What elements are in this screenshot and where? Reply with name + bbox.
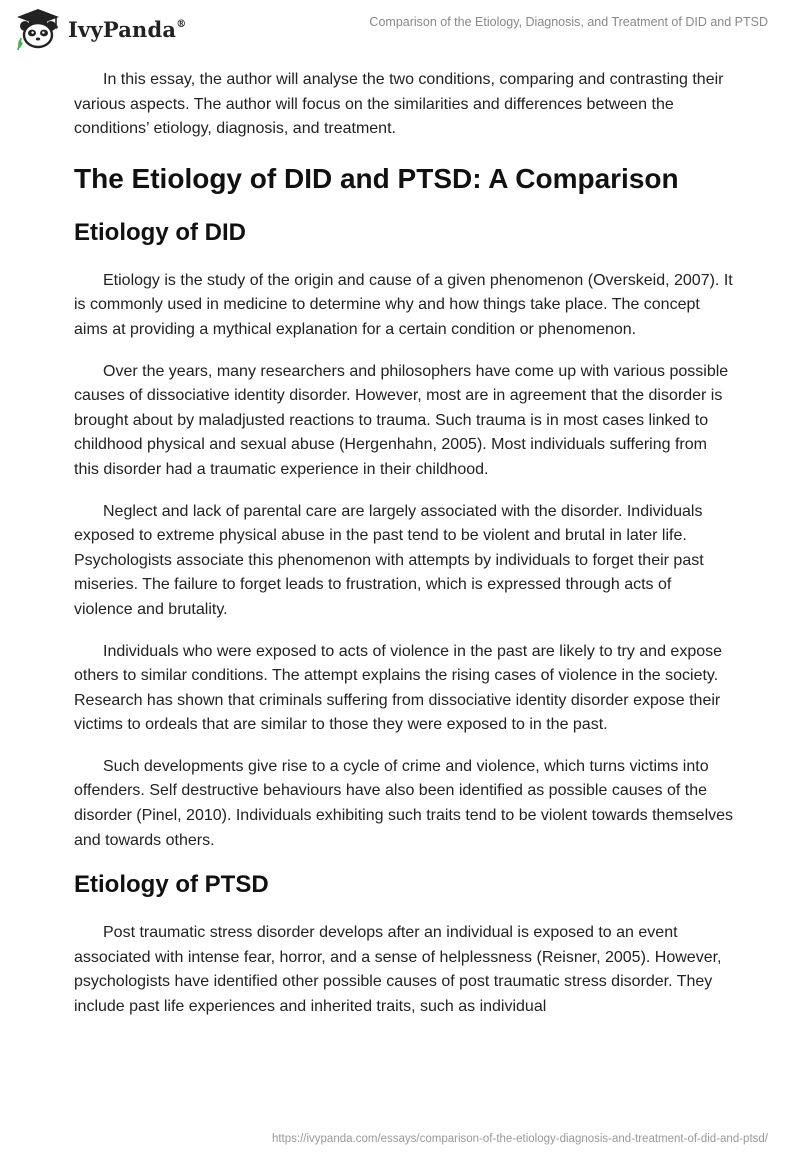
intro-paragraph: In this essay, the author will analyse the two conditions, comparing and contrasting their various aspects. The author will focus on the similarities and differences between the conditions’ etiology, diagnosis, and treatment. bbox=[74, 71, 724, 138]
did-paragraph: Neglect and lack of parental care are largely associated with the disorder. Individuals exposed to extreme physical abuse in the past tend to be violent and brutal in later life. Psychologists associate this phenomenon with attempts by individuals to forget their past miseries. The failure to forget leads to frustration, which is expressed through acts of violence and brutality. bbox=[74, 502, 704, 618]
subheading-etiology-of-ptsd: Etiology of PTSD bbox=[74, 871, 269, 899]
source-url[interactable]: https://ivypanda.com/essays/comparison-of-the-etiology-diagnosis-and-treatment-of-did-and-ptsd/ bbox=[271, 1133, 768, 1145]
brand-name: IvyPanda® bbox=[68, 16, 187, 42]
did-paragraph: Individuals who were exposed to acts of violence in the past are likely to try and expose others to similar conditions. The attempt explains the rising cases of violence in the society. Research has shown that criminals suffering from dissociative identity disorder expose their victims to ordeals that are similar to those they were exposed to in the past. bbox=[74, 642, 723, 734]
essay-body bbox=[74, 68, 734, 1037]
ivypanda-logo[interactable] bbox=[14, 8, 186, 50]
subheading-etiology-of-did: Etiology of DID bbox=[74, 218, 246, 246]
did-paragraph: Such developments give rise to a cycle of crime and violence, which turns victims into offenders. Self destructive behaviours have also been identified as possible causes of the disorder (Pinel, 2010). Individuals exhibiting such traits tend to be violent towards themselves and towards others. bbox=[74, 757, 734, 849]
did-paragraph: Over the years, many researchers and philosophers have come up with various possible causes of dissociative identity disorder. However, most are in agreement that the disorder is brought about by maladjusted reactions to trauma. Such trauma is in most cases linked to childhood physical and sexual abuse (Hergenhahn, 2005). Most individuals suffering from this disorder had a traumatic experience in their childhood. bbox=[74, 362, 729, 478]
page-header bbox=[0, 0, 800, 66]
ptsd-paragraph: Post traumatic stress disorder develops after an individual is exposed to an event associated with intense fear, horror, and a sense of helplessness (Reisner, 2005). However, psychologists have identified other possible causes of post traumatic stress disorder. They include past life experiences and inherited traits, such as individual bbox=[74, 924, 722, 1016]
panda-graduate-icon bbox=[14, 8, 62, 50]
document-title: Comparison of the Etiology, Diagnosis, and Treatment of DID and PTSD bbox=[369, 15, 768, 29]
section-heading-etiology-comparison: The Etiology of DID and PTSD: A Comparison bbox=[74, 162, 679, 194]
did-paragraph: Etiology is the study of the origin and cause of a given phenomenon (Overskeid, 2007). It is commonly used in medicine to determine why and how things take place. The concept aims at providing a mythical explanation for a certain condition or phenomenon. bbox=[74, 271, 733, 338]
